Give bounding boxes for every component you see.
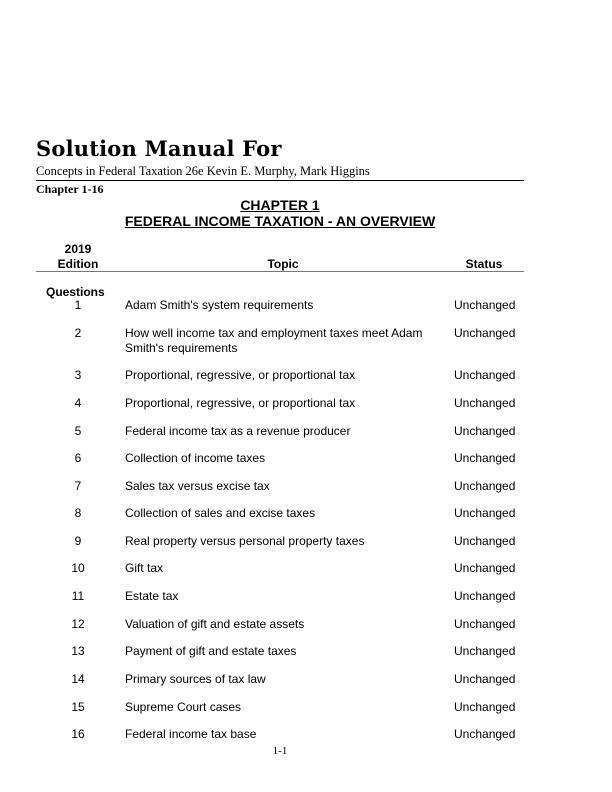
chapter-title: FEDERAL INCOME TAXATION - AN OVERVIEW bbox=[124, 213, 436, 229]
question-number: 15 bbox=[71, 700, 85, 714]
question-number: 16 bbox=[71, 727, 85, 741]
edition-year-header: 2019 bbox=[64, 242, 92, 256]
question-number: 10 bbox=[71, 561, 85, 575]
section-label-questions: Questions bbox=[46, 285, 105, 299]
question-number: 11 bbox=[71, 589, 85, 603]
question-topic: Proportional, regressive, or proportional tax bbox=[125, 396, 356, 410]
question-status: Unchanged bbox=[454, 451, 516, 465]
chapter-range: Chapter 1-16 bbox=[36, 182, 104, 196]
question-number: 4 bbox=[74, 396, 82, 410]
question-number: 7 bbox=[74, 479, 82, 493]
title-rule bbox=[36, 180, 524, 181]
question-topic: Sales tax versus excise tax bbox=[125, 479, 270, 493]
question-status: Unchanged bbox=[454, 644, 516, 658]
question-status: Unchanged bbox=[454, 298, 516, 312]
question-status: Unchanged bbox=[454, 326, 516, 340]
question-topic: Supreme Court cases bbox=[125, 700, 242, 714]
question-status: Unchanged bbox=[454, 700, 516, 714]
question-topic: Collection of sales and excise taxes bbox=[125, 506, 316, 520]
question-number: 14 bbox=[71, 672, 85, 686]
status-header: Status bbox=[465, 257, 503, 271]
page-number: 1-1 bbox=[272, 745, 288, 757]
question-number: 1 bbox=[74, 298, 82, 312]
question-topic: Collection of income taxes bbox=[125, 451, 266, 465]
question-topic: How well income tax and employment taxes meet Adam Smith's requirements bbox=[125, 326, 423, 355]
question-topic: Estate tax bbox=[125, 589, 179, 603]
question-topic: Proportional, regressive, or proportional tax bbox=[125, 368, 356, 382]
header-rule bbox=[36, 271, 524, 272]
topic-header: Topic bbox=[267, 257, 299, 271]
document-title: Solution Manual For bbox=[36, 136, 282, 161]
question-status: Unchanged bbox=[454, 506, 516, 520]
question-number: 13 bbox=[71, 644, 85, 658]
question-status: Unchanged bbox=[454, 424, 516, 438]
question-status: Unchanged bbox=[454, 561, 516, 575]
question-status: Unchanged bbox=[454, 396, 516, 410]
question-number: 3 bbox=[74, 368, 82, 382]
question-status: Unchanged bbox=[454, 368, 516, 382]
question-number: 12 bbox=[71, 617, 85, 631]
chapter-heading: CHAPTER 1 bbox=[240, 197, 320, 213]
question-number: 2 bbox=[74, 326, 82, 340]
question-number: 8 bbox=[74, 506, 82, 520]
question-status: Unchanged bbox=[454, 534, 516, 548]
question-number: 5 bbox=[74, 424, 82, 438]
question-topic: Real property versus personal property taxes bbox=[125, 534, 365, 548]
question-status: Unchanged bbox=[454, 617, 516, 631]
question-topic: Valuation of gift and estate assets bbox=[125, 617, 305, 631]
question-status: Unchanged bbox=[454, 589, 516, 603]
document-subtitle: Concepts in Federal Taxation 26e Kevin E. Murphy, Mark Higgins bbox=[36, 164, 370, 178]
question-status: Unchanged bbox=[454, 479, 516, 493]
question-number: 9 bbox=[74, 534, 82, 548]
question-topic: Primary sources of tax law bbox=[125, 672, 266, 686]
question-topic: Federal income tax as a revenue producer bbox=[125, 424, 351, 438]
question-topic: Adam Smith's system requirements bbox=[125, 298, 314, 312]
question-topic: Payment of gift and estate taxes bbox=[125, 644, 297, 658]
question-status: Unchanged bbox=[454, 672, 516, 686]
question-topic: Federal income tax base bbox=[125, 727, 257, 741]
question-status: Unchanged bbox=[454, 727, 516, 741]
question-number: 6 bbox=[74, 451, 82, 465]
question-topic: Gift tax bbox=[125, 561, 164, 575]
edition-header: Edition bbox=[57, 257, 99, 271]
